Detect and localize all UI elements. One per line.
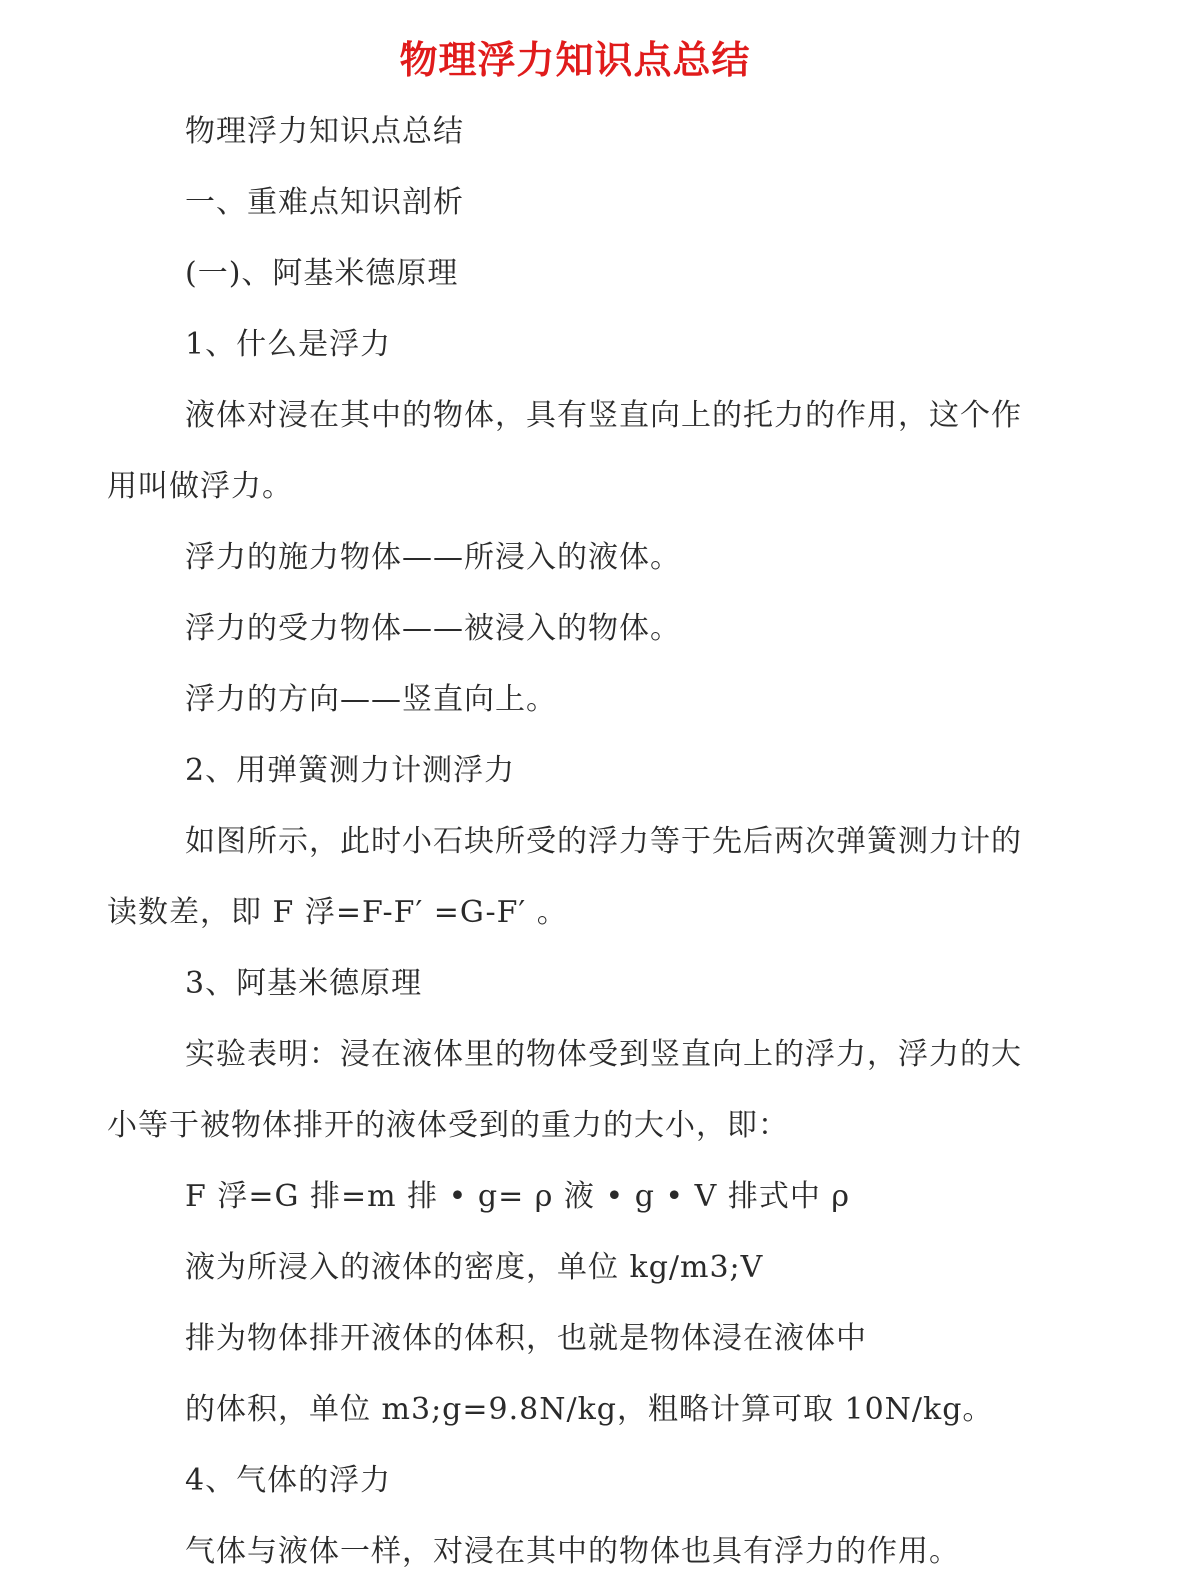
paragraph-line: 读数差，即 F 浮=F-F′ =G-F′ 。 <box>107 895 568 930</box>
document-title: 物理浮力知识点总结 <box>399 37 751 82</box>
paragraph-line: 浮力的施力物体——所浸入的液体。 <box>185 540 681 575</box>
subsection-heading: (一)、阿基米德原理 <box>185 256 459 291</box>
paragraph-line: 用叫做浮力。 <box>107 469 293 504</box>
item-heading-3: 3、阿基米德原理 <box>185 966 423 1001</box>
paragraph-line: 浮力的受力物体——被浸入的物体。 <box>185 611 681 646</box>
paragraph-line: 气体与液体一样，对浸在其中的物体也具有浮力的作用。 <box>185 1534 960 1569</box>
paragraph-line: 浮力的方向——竖直向上。 <box>185 682 557 717</box>
section-heading: 一、重难点知识剖析 <box>185 185 464 220</box>
item-heading-4: 4、气体的浮力 <box>185 1463 392 1498</box>
paragraph-line: 如图所示，此时小石块所受的浮力等于先后两次弹簧测力计的 <box>185 824 1022 859</box>
paragraph-line: 液为所浸入的液体的密度，单位 kg/m3;V <box>185 1250 764 1285</box>
paragraph-line: 排为物体排开液体的体积，也就是物体浸在液体中 <box>185 1321 867 1356</box>
formula-line: F 浮=G 排=m 排 • g= ρ 液 • g • V 排式中 ρ <box>185 1179 851 1214</box>
paragraph-line: 液体对浸在其中的物体，具有竖直向上的托力的作用，这个作 <box>185 398 1022 433</box>
paragraph-line: 小等于被物体排开的液体受到的重力的大小，即： <box>107 1108 789 1143</box>
paragraph-subtitle: 物理浮力知识点总结 <box>185 114 464 149</box>
paragraph-line: 的体积，单位 m3;g=9.8N/kg，粗略计算可取 10N/kg。 <box>185 1392 994 1427</box>
item-heading-2: 2、用弹簧测力计测浮力 <box>185 753 516 788</box>
document-body <box>107 96 1047 1587</box>
item-heading-1: 1、什么是浮力 <box>185 327 392 362</box>
paragraph-line: 实验表明：浸在液体里的物体受到竖直向上的浮力，浮力的大 <box>185 1037 1022 1072</box>
